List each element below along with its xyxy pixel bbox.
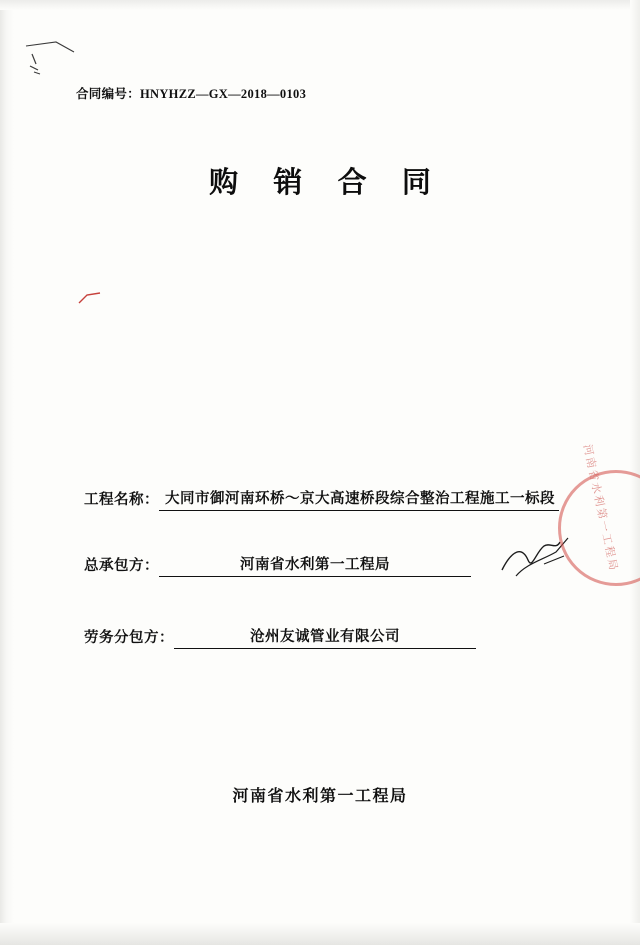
field-project-name-label: 工程名称： <box>84 492 159 508</box>
scan-mark-icon <box>22 40 82 80</box>
red-seal-stamp <box>558 470 640 586</box>
page-title: 购 销 合 同 <box>209 167 445 199</box>
red-tick-icon <box>78 292 102 306</box>
field-general-contractor-value[interactable]: 河南省水利第一工程局 <box>159 553 471 577</box>
field-general-contractor <box>84 553 471 577</box>
field-project-name <box>84 487 559 511</box>
red-seal-text: 河南省水利第一工程局 <box>580 443 620 574</box>
field-labor-subcontractor <box>84 625 476 649</box>
contract-number: 合同编号：HNYHZZ—GX—2018—0103 <box>76 87 307 101</box>
handwritten-signature-icon <box>498 530 578 586</box>
field-labor-subcontractor-label: 劳务分包方： <box>84 630 174 646</box>
field-general-contractor-label: 总承包方： <box>84 558 159 574</box>
field-project-name-value[interactable]: 大同市御河南环桥～京大高速桥段综合整治工程施工一标段 <box>159 487 559 511</box>
page-edge-bottom <box>0 923 640 945</box>
footer-organization: 河南省水利第一工程局 <box>232 788 408 805</box>
field-labor-subcontractor-value[interactable]: 沧州友诚管业有限公司 <box>174 625 476 649</box>
page-edge-top <box>0 0 640 10</box>
